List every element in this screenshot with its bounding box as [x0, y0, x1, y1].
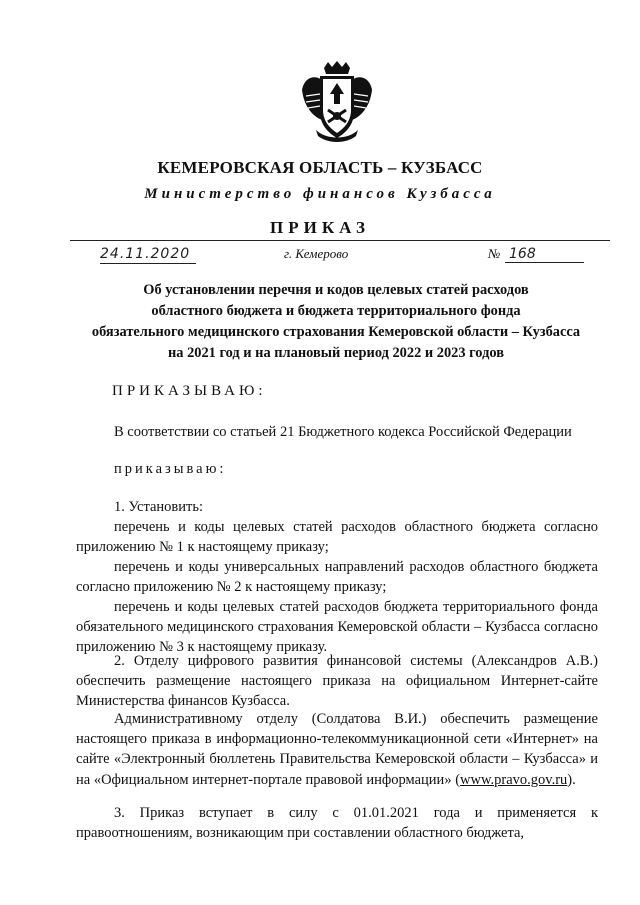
item-2-b-end: ).: [567, 771, 576, 788]
number-sign: №: [488, 246, 501, 261]
title-line: обязательного медицинского страхования Кемеровской области – Кузбасса: [91, 324, 581, 340]
document-date: 24.11.2020: [100, 246, 196, 264]
document-number: 168: [505, 246, 584, 263]
item-1-paragraph-a: перечень и коды целевых статей расходов областного бюджета согласно приложению № 1 к настоящему приказу;: [76, 519, 598, 556]
pravo-link[interactable]: www.pravo.gov.ru: [460, 771, 568, 788]
item-2-b-text: Административному отделу (Солдатова В.И.) обеспечить размещение настоящего приказа в информационно-телекоммуникационной сети «Интернет» на сайте «Электронный бюллетень Правительства Кемеровской области – Кузбасса» и на «Официальном интернет-портале правовой информации» (: [76, 711, 598, 788]
document-city: г. Кемерово: [284, 246, 349, 261]
ministry-heading: Министерство финансов Кузбасса: [144, 186, 496, 202]
title-line: Об установлении перечня и кодов целевых статей расходов: [143, 282, 529, 298]
preamble-paragraph: В соответствии со статьей 21 Бюджетного кодекса Российской Федерации: [114, 424, 572, 440]
item-2-paragraph-b: [76, 709, 598, 790]
document-type: ПРИКАЗ: [270, 218, 370, 237]
item-1-heading: 1. Установить:: [114, 499, 204, 515]
item-3-paragraph: 3. Приказ вступает в силу с 01.01.2021 года и применяется к правоотношениям, возникающим при составлении областного бюджета,: [76, 805, 598, 842]
order-keyword: ПРИКАЗЫВАЮ:: [112, 383, 267, 399]
title-line: на 2021 год и на плановый период 2022 и 2023 годов: [168, 345, 504, 361]
document-title: [66, 280, 606, 364]
item-2-paragraph: 2. Отделу цифрового развития финансовой системы (Александров А.В.) обеспечить размещение настоящего приказа на официальном Интернет-сайте Министерства финансов Кузбасса.: [76, 653, 598, 710]
order-keyword-spaced: приказываю:: [114, 461, 227, 477]
coat-of-arms-emblem: [298, 60, 376, 144]
title-line: областного бюджета и бюджета территориального фонда: [151, 303, 521, 319]
header-divider: [70, 240, 610, 241]
region-heading: КЕМЕРОВСКАЯ ОБЛАСТЬ – КУЗБАСС: [157, 158, 483, 177]
item-1-paragraph-c: перечень и коды целевых статей расходов бюджета территориального фонда обязательного медицинского страхования Кемеровской области – Кузбасса согласно приложению № 3 к настоящему приказу.: [76, 599, 598, 656]
item-1-paragraph-b: перечень и коды универсальных направлений расходов областного бюджета согласно приложению № 2 к настоящему приказу;: [76, 559, 598, 596]
